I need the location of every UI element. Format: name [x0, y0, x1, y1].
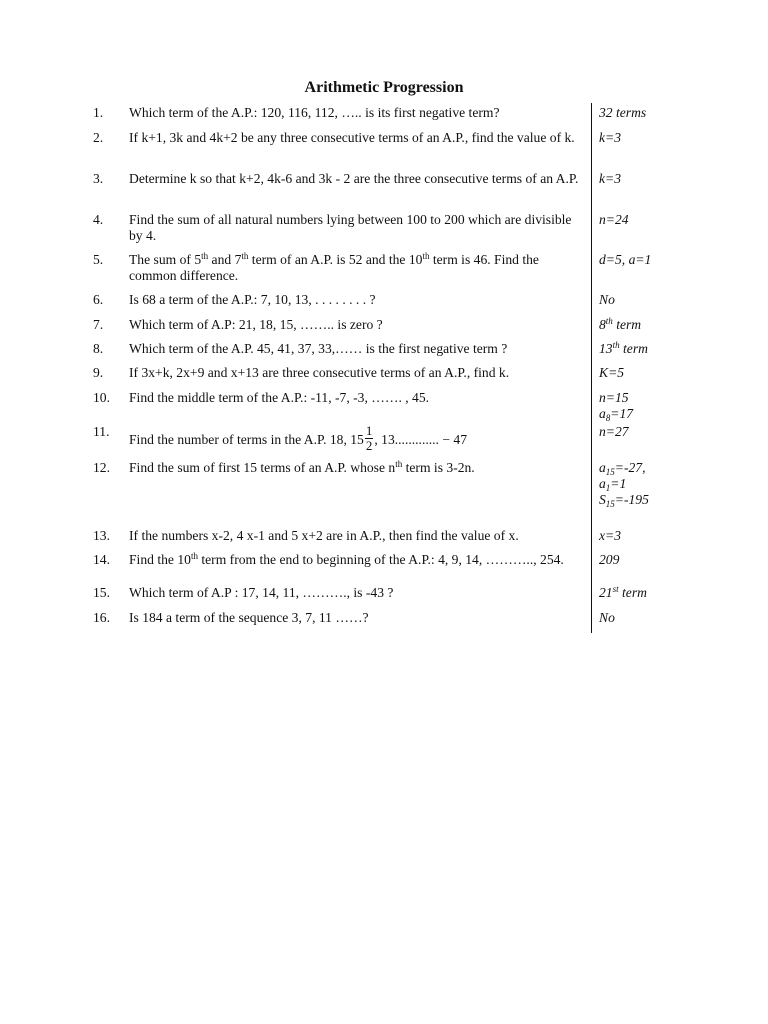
- question-number: 5.: [93, 252, 104, 267]
- answer-text: [599, 585, 647, 601]
- question-number: 6.: [93, 292, 104, 307]
- answer-text: x=3: [599, 528, 622, 543]
- ordinal-suffix: st: [612, 584, 619, 594]
- question-text: Which term of A.P: 21, 18, 15, …….. is zero ?: [129, 317, 383, 332]
- page-title: Arithmetic Progression: [304, 79, 464, 96]
- question-number: 2.: [93, 130, 104, 145]
- question-text: Is 68 a term of the A.P.: 7, 10, 13, . . . . . . . . ?: [129, 292, 376, 307]
- answer-text: [599, 317, 641, 333]
- question-text: Which term of A.P : 17, 14, 11, ………., is -43 ?: [129, 585, 394, 600]
- subscript: 8: [605, 413, 611, 423]
- question-number: 1.: [93, 105, 104, 120]
- text-part: term of an A.P. is 52 and the 10: [248, 252, 423, 267]
- text-part: S: [599, 492, 606, 507]
- question-text: If 3x+k, 2x+9 and x+13 are three consecutive terms of an A.P., find k.: [129, 365, 510, 380]
- question-number: 12.: [93, 460, 110, 475]
- question-text: Determine k so that k+2, 4k-6 and 3k - 2 are the three consecutive terms of an A.P.: [129, 171, 579, 186]
- text-part: term: [612, 317, 642, 332]
- text-part: =1: [610, 476, 627, 491]
- subscript: 15: [605, 499, 615, 509]
- question-text: If the numbers x-2, 4 x-1 and 5 x+2 are in A.P., then find the value of x.: [129, 528, 519, 543]
- text-part: and 7: [208, 252, 242, 267]
- question-number: 10.: [93, 390, 110, 405]
- question-text: Find the middle term of the A.P.: -11, -7, -3, ……. , 45.: [129, 390, 430, 405]
- text-part: a: [599, 406, 606, 421]
- question-number: 8.: [93, 341, 104, 356]
- ordinal-suffix: th: [612, 340, 620, 350]
- answer-text: n=27: [599, 424, 629, 439]
- text-part: =17: [610, 406, 634, 421]
- question-text: Is 184 a term of the sequence 3, 7, 11 ……?: [129, 610, 369, 625]
- question-text: Which term of the A.P.: 120, 116, 112, ….. is its first negative term?: [129, 105, 500, 120]
- answer-text: [599, 460, 649, 508]
- question-number: 3.: [93, 171, 104, 186]
- ordinal-suffix: th: [395, 459, 403, 469]
- text-part: Find the 10: [129, 552, 191, 567]
- ordinal-suffix: th: [605, 316, 613, 326]
- question-text: [129, 460, 579, 476]
- answer-line: [599, 460, 649, 476]
- answer-line: n=15: [599, 390, 629, 405]
- answer-text: k=3: [599, 171, 622, 186]
- subscript: 15: [605, 467, 615, 477]
- text-part: Find the sum of first 15 terms of an A.P. whose n: [129, 460, 396, 475]
- text-part: term: [618, 585, 647, 600]
- text-part: a: [599, 460, 606, 475]
- text-part: 8: [599, 317, 606, 332]
- text-part: Find the number of terms in the A.P. 18, 15: [129, 432, 364, 447]
- text-part: 21: [599, 585, 613, 600]
- answer-text: 209: [599, 552, 620, 567]
- question-number: 11.: [93, 424, 110, 439]
- ordinal-suffix: th: [201, 251, 209, 261]
- answer-text: 32 terms: [599, 105, 647, 120]
- fraction-denominator: 2: [365, 438, 373, 454]
- question-text: [129, 252, 579, 284]
- question-number: 4.: [93, 212, 104, 227]
- answer-text: K=5: [599, 365, 625, 380]
- question-number: 15.: [93, 585, 110, 600]
- text-part: term from the end to beginning of the A.P.: 4, 9, 14, ……….., 254.: [197, 552, 564, 567]
- subscript: 1: [605, 483, 611, 493]
- text-part: term: [619, 341, 648, 356]
- question-number: 14.: [93, 552, 110, 567]
- answer-text: No: [599, 292, 615, 307]
- text-part: term is 3-2n.: [402, 460, 475, 475]
- question-text: [129, 552, 579, 568]
- question-number: 9.: [93, 365, 104, 380]
- text-part: , 13............. − 47: [374, 432, 467, 447]
- text-part: =-27,: [614, 460, 646, 475]
- text-part: 13: [599, 341, 613, 356]
- question-text: Which term of the A.P. 45, 41, 37, 33,…… is the first negative term ?: [129, 341, 508, 356]
- ordinal-suffix: th: [241, 251, 249, 261]
- question-number: 7.: [93, 317, 104, 332]
- answer-text: [599, 341, 648, 357]
- text-part: a: [599, 476, 606, 491]
- answer-text: [599, 390, 633, 422]
- text-part: The sum of 5: [129, 252, 202, 267]
- answer-line: [599, 492, 649, 508]
- mixed-fraction: [365, 424, 374, 453]
- question-number: 13.: [93, 528, 110, 543]
- answer-text: k=3: [599, 130, 622, 145]
- answer-text: d=5, a=1: [599, 252, 652, 267]
- ordinal-suffix: th: [422, 251, 430, 261]
- question-text: Find the sum of all natural numbers lying between 100 to 200 which are divisible by 4.: [129, 212, 572, 243]
- answer-column-divider: [591, 103, 592, 633]
- text-part: =-195: [614, 492, 649, 507]
- answer-line: [599, 406, 633, 422]
- answer-text: No: [599, 610, 615, 625]
- fraction-numerator: 1: [365, 423, 373, 439]
- question-text: [129, 424, 579, 453]
- text-part: term is 46. Find the common difference.: [129, 252, 539, 283]
- question-text: If k+1, 3k and 4k+2 be any three consecutive terms of an A.P., find the value of k.: [129, 130, 575, 145]
- ordinal-suffix: th: [190, 551, 198, 561]
- answer-line: [599, 476, 649, 492]
- question-number: 16.: [93, 610, 110, 625]
- answer-text: n=24: [599, 212, 629, 227]
